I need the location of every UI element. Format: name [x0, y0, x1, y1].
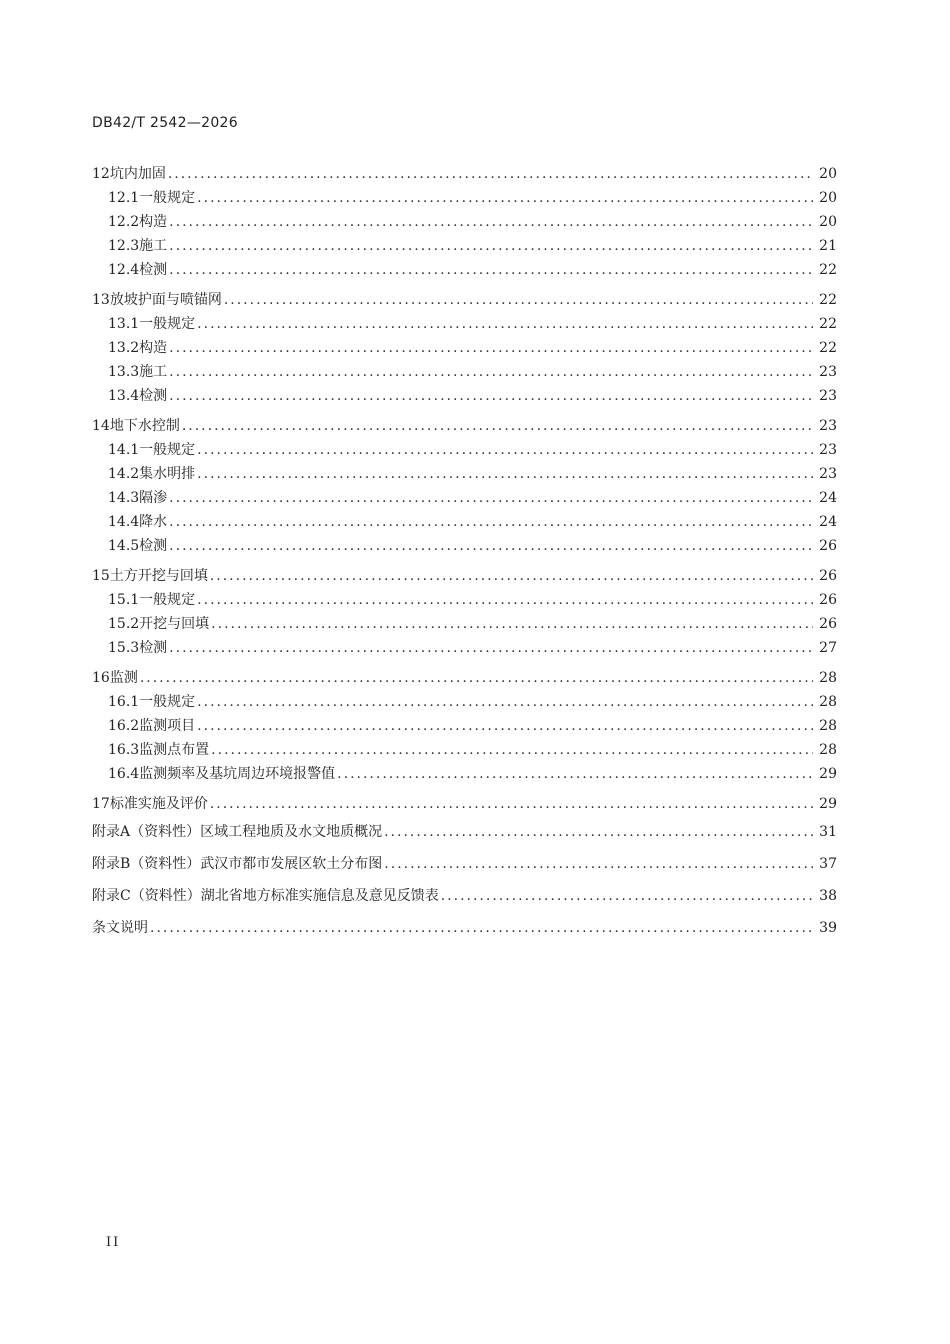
toc-title: 标准实施及评价 [109, 796, 208, 812]
toc-page-number: 28 [819, 742, 837, 758]
toc-leader [197, 312, 813, 336]
toc-title: 土方开挖与回填 [109, 568, 208, 584]
toc-number: 12.3 [108, 238, 140, 254]
toc-leader [169, 384, 813, 408]
toc-number: 14.1 [108, 442, 140, 458]
toc-page-number: 23 [819, 364, 837, 380]
toc-title: 检测 [139, 388, 168, 404]
toc-title: 一般规定 [139, 190, 196, 206]
toc-number: 12 [92, 166, 110, 182]
toc-number: 14.4 [108, 514, 140, 530]
toc-title: 隔渗 [139, 490, 168, 506]
toc-number: 14.3 [108, 490, 140, 506]
toc-leader [441, 880, 813, 912]
page-number-footer: II [106, 1235, 121, 1250]
toc-title: 构造 [139, 340, 168, 356]
toc-page-number: 26 [819, 568, 837, 584]
toc-page-number: 31 [819, 824, 837, 840]
toc-page-number: 37 [819, 856, 837, 872]
toc-leader [197, 462, 813, 486]
toc-number: 17 [92, 796, 110, 812]
toc-number: 12.4 [108, 262, 140, 278]
toc-entry-16[interactable] [92, 666, 837, 690]
toc-leader [211, 738, 813, 762]
toc-leader [337, 762, 813, 786]
toc-entry-13-2[interactable] [92, 336, 837, 360]
toc-title: 施工 [139, 238, 168, 254]
toc-leader [182, 414, 813, 438]
toc-entry-13-3[interactable] [92, 360, 837, 384]
toc-entry-14-2[interactable] [92, 462, 837, 486]
toc-entry-15[interactable] [92, 564, 837, 588]
toc-page-number: 20 [819, 166, 837, 182]
toc-leader [210, 564, 813, 588]
toc-page-number: 23 [819, 388, 837, 404]
toc-entry-16-3[interactable] [92, 738, 837, 762]
toc-entry-13-1[interactable] [92, 312, 837, 336]
toc-number: 12.1 [108, 190, 140, 206]
toc-page-number: 28 [819, 670, 837, 686]
toc-leader [197, 714, 813, 738]
toc-leader [169, 234, 813, 258]
toc-number: 15 [92, 568, 110, 584]
toc-number: 16.3 [108, 742, 140, 758]
toc-number: 12.2 [108, 214, 140, 230]
toc-page-number: 39 [819, 920, 837, 936]
toc-entry-16-1[interactable] [92, 690, 837, 714]
toc-entry-14-5[interactable] [92, 534, 837, 558]
toc-title: 一般规定 [139, 442, 196, 458]
toc-title: 构造 [139, 214, 168, 230]
toc-number: 13 [92, 292, 110, 308]
toc-title: 附录B（资料性）武汉市都市发展区软土分布图 [92, 856, 383, 872]
toc-title: 降水 [139, 514, 168, 530]
toc-entry-12-1[interactable] [92, 186, 837, 210]
toc-entry-16-4[interactable] [92, 762, 837, 786]
toc-page-number: 29 [819, 766, 837, 782]
toc-title: 附录A（资料性）区域工程地质及水文地质概况 [92, 824, 383, 840]
toc-page-number: 20 [819, 214, 837, 230]
toc-page-number: 38 [819, 888, 837, 904]
toc-title: 监测 [109, 670, 138, 686]
toc-entry-16-2[interactable] [92, 714, 837, 738]
toc-entry-14-4[interactable] [92, 510, 837, 534]
toc-number: 14 [92, 418, 110, 434]
toc-leader [224, 288, 813, 312]
toc-number: 15.3 [108, 640, 140, 656]
toc-entry-14-1[interactable] [92, 438, 837, 462]
toc-leader [197, 186, 813, 210]
toc-page-number: 22 [819, 340, 837, 356]
toc-page-number: 22 [819, 316, 837, 332]
toc-number: 15.1 [108, 592, 140, 608]
toc-page-number: 20 [819, 190, 837, 206]
toc-entry-explanation[interactable] [92, 912, 837, 944]
toc-title: 集水明排 [139, 466, 196, 482]
toc-number: 14.2 [108, 466, 140, 482]
toc-title: 检测 [139, 262, 168, 278]
toc-entry-15-1[interactable] [92, 588, 837, 612]
toc-page-number: 23 [819, 466, 837, 482]
toc-leader [197, 588, 813, 612]
toc-page-number: 28 [819, 718, 837, 734]
toc-title: 地下水控制 [109, 418, 180, 434]
toc-leader [169, 360, 813, 384]
toc-entry-17[interactable] [92, 792, 837, 816]
toc-page-number: 22 [819, 292, 837, 308]
toc-leader [197, 690, 813, 714]
toc-entry-12-2[interactable] [92, 210, 837, 234]
toc-number: 16.2 [108, 718, 140, 734]
toc-number: 13.1 [108, 316, 140, 332]
toc-leader [169, 210, 813, 234]
toc-number: 16.4 [108, 766, 140, 782]
toc-number: 15.2 [108, 616, 140, 632]
toc-leader [168, 162, 813, 186]
toc-title: 一般规定 [139, 592, 196, 608]
toc-page-number: 23 [819, 442, 837, 458]
toc-title: 放坡护面与喷锚网 [109, 292, 222, 308]
toc-title: 坑内加固 [109, 166, 166, 182]
toc-page-number: 24 [819, 514, 837, 530]
toc-title: 检测 [139, 538, 168, 554]
toc-title: 监测频率及基坑周边环境报警值 [139, 766, 336, 782]
toc-title: 监测点布置 [139, 742, 210, 758]
toc-entry-15-3[interactable] [92, 636, 837, 660]
toc-entry-13[interactable] [92, 288, 837, 312]
toc-number: 16 [92, 670, 110, 686]
toc-leader [384, 848, 813, 880]
toc-title: 施工 [139, 364, 168, 380]
toc-number: 13.4 [108, 388, 140, 404]
toc-page-number: 26 [819, 616, 837, 632]
toc-page-number: 29 [819, 796, 837, 812]
toc-leader [169, 534, 813, 558]
toc-number: 14.5 [108, 538, 140, 554]
toc-number: 16.1 [108, 694, 140, 710]
document-code: DB42/T 2542—2026 [92, 115, 238, 131]
toc-page-number: 21 [819, 238, 837, 254]
toc-entry-12-3[interactable] [92, 234, 837, 258]
toc-leader [211, 612, 813, 636]
table-of-contents [92, 162, 837, 944]
toc-page-number: 26 [819, 538, 837, 554]
toc-entry-appendix-a[interactable] [92, 816, 837, 848]
toc-entry-13-4[interactable] [92, 384, 837, 408]
toc-title: 监测项目 [139, 718, 196, 734]
toc-leader [210, 792, 813, 816]
toc-leader [197, 438, 813, 462]
toc-entry-14[interactable] [92, 414, 837, 438]
toc-title: 开挖与回填 [139, 616, 210, 632]
toc-entry-12-4[interactable] [92, 258, 837, 282]
toc-number: 13.3 [108, 364, 140, 380]
toc-title: 检测 [139, 640, 168, 656]
toc-title: 一般规定 [139, 316, 196, 332]
toc-entry-14-3[interactable] [92, 486, 837, 510]
toc-leader [169, 336, 813, 360]
toc-leader [169, 636, 813, 660]
toc-entry-appendix-c[interactable] [92, 880, 837, 912]
toc-leader [140, 666, 813, 690]
toc-page-number: 22 [819, 262, 837, 278]
toc-page-number: 24 [819, 490, 837, 506]
toc-title: 条文说明 [92, 920, 148, 936]
toc-leader [384, 816, 813, 848]
toc-entry-15-2[interactable] [92, 612, 837, 636]
toc-entry-12[interactable] [92, 162, 837, 186]
toc-entry-appendix-b[interactable] [92, 848, 837, 880]
toc-page-number: 23 [819, 418, 837, 434]
toc-title: 附录C（资料性）湖北省地方标准实施信息及意见反馈表 [92, 888, 439, 904]
toc-page-number: 27 [819, 640, 837, 656]
toc-leader [169, 486, 813, 510]
toc-leader [169, 510, 813, 534]
toc-page-number: 26 [819, 592, 837, 608]
toc-leader [150, 912, 813, 944]
toc-page-number: 28 [819, 694, 837, 710]
toc-number: 13.2 [108, 340, 140, 356]
toc-leader [169, 258, 813, 282]
toc-title: 一般规定 [139, 694, 196, 710]
